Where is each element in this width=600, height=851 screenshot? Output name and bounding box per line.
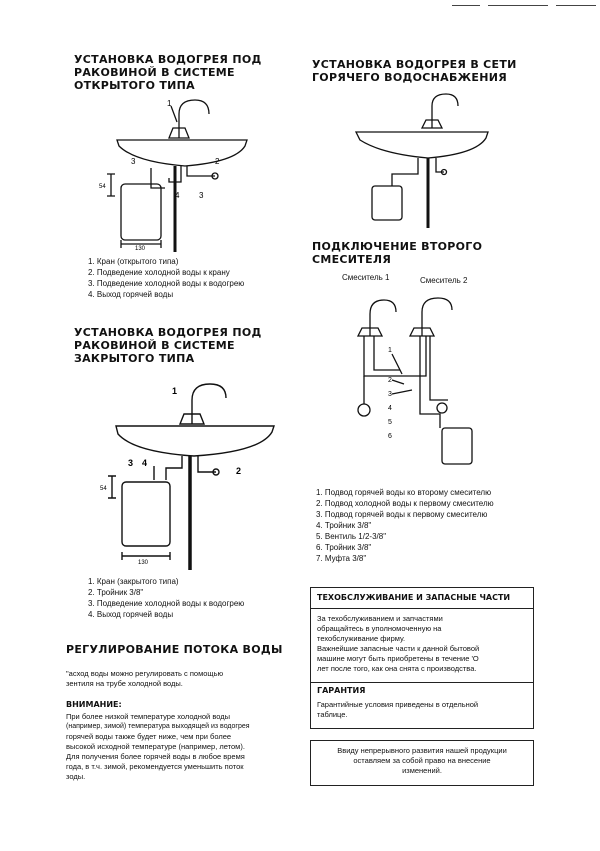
- callout-6: 6: [388, 433, 392, 440]
- diagram-network: [352, 88, 492, 228]
- dim-vertical: [108, 476, 116, 498]
- text-line: "асход воды можно регулировать с помощью: [66, 669, 224, 678]
- dim-horizontal: [122, 552, 170, 560]
- warranty-divider: [311, 682, 533, 683]
- list-item: 4. Выход горячей воды: [88, 290, 174, 299]
- title-line: ПОДКЛЮЧЕНИЕ ВТОРОГО: [312, 240, 483, 253]
- warranty-title: ГАРАНТИЯ: [317, 686, 366, 695]
- second-mixer-legend: [316, 487, 494, 564]
- callout-1: 1: [388, 347, 392, 354]
- dim-horizontal-label: 130: [135, 246, 146, 252]
- section-closed-title: [74, 326, 262, 365]
- water-heater: [121, 184, 161, 240]
- dim-vertical-label: 54: [99, 184, 106, 190]
- callout-4: 4: [388, 405, 392, 412]
- callout-3: 3: [388, 391, 392, 398]
- pipe: [392, 158, 418, 186]
- text-line: лет после того, как она снята с производства.: [317, 664, 477, 673]
- title-line: ГОРЯЧЕГО ВОДОСНАБЖЕНИЯ: [312, 71, 508, 84]
- list-item: 3. Подведение холодной воды к водогрею: [88, 279, 245, 288]
- service-box: [310, 587, 534, 729]
- title-line: УСТАНОВКА ВОДОГРЕЯ ПОД: [74, 53, 262, 66]
- scan-line-top-3: [556, 5, 596, 6]
- pipe: [430, 336, 448, 400]
- section-flow-title: РЕГУЛИРОВАНИЕ ПОТОКА ВОДЫ: [66, 643, 283, 656]
- text-line: горячей воды также будет ниже, чем при более: [66, 732, 232, 741]
- pipe: [166, 456, 182, 480]
- title-line: СМЕСИТЕЛЯ: [312, 253, 392, 266]
- list-item: 3. Подведение холодной воды к водогрею: [88, 599, 245, 608]
- faucet-spout: [192, 384, 226, 424]
- service-box-title: ТЕХОБСЛУЖИВАНИЕ И ЗАПАСНЫЕ ЧАСТИ: [311, 588, 533, 609]
- list-item: 6. Тройник 3/8": [316, 543, 372, 552]
- water-heater: [122, 482, 170, 546]
- attention-title: ВНИМАНИЕ:: [66, 700, 122, 709]
- list-item: 4. Тройник 3/8": [316, 521, 372, 530]
- leader: [171, 106, 177, 122]
- list-item: 4. Выход горячей воды: [88, 610, 174, 619]
- text-line: За техобслуживанием и запчастями: [317, 614, 443, 623]
- callout-1: 1: [172, 386, 178, 396]
- list-item: 1. Кран (открытого типа): [88, 257, 179, 266]
- callout-3: 3: [131, 157, 136, 166]
- list-item: 1. Кран (закрытого типа): [88, 577, 179, 586]
- notice-box: [310, 740, 534, 786]
- callout-2: 2: [388, 377, 392, 384]
- title-line: ОТКРЫТОГО ТИПА: [74, 79, 195, 92]
- text-line: (например, зимой) температура выходящей из водогрея: [66, 723, 250, 730]
- attention-text: [66, 712, 298, 782]
- callout-5: 5: [388, 419, 392, 426]
- mixer-2-label: Смеситель 2: [420, 276, 468, 285]
- text-line: Гарантийные условия приведены в отдельной: [317, 700, 479, 709]
- text-line: При более низкой температуре холодной воды: [66, 712, 230, 721]
- list-item: 3. Подвод горячей воды к первому смесителю: [316, 510, 488, 519]
- text-line: изменений.: [402, 766, 442, 775]
- closed-type-legend: [88, 576, 244, 620]
- text-line: оставляем за собой право на внесение: [353, 756, 491, 765]
- diagram-closed-type: [98, 380, 278, 570]
- callout-3b: 3: [199, 191, 204, 200]
- sink-basin: [116, 426, 274, 456]
- text-line: зентиля на трубе холодной воды.: [66, 679, 183, 688]
- dim-vertical-label: 54: [100, 486, 107, 492]
- dim-horizontal-label: 130: [138, 560, 149, 566]
- list-item: 1. Подвод горячей воды ко второму смесителю: [316, 488, 492, 497]
- callout-1: 1: [167, 99, 172, 108]
- text-line: обращайтесь в уполномоченную на: [317, 624, 442, 633]
- text-line: года, в т.ч. зимой, рекомендуется уменьшить поток: [66, 762, 244, 771]
- faucet-spout: [179, 100, 209, 138]
- flow-text: [66, 669, 294, 689]
- text-line: зоды.: [66, 772, 86, 781]
- pipe: [187, 166, 215, 176]
- callout-2: 2: [236, 466, 242, 476]
- callout-4: 4: [142, 458, 148, 468]
- section-open-title: [74, 53, 262, 92]
- diagram-second-mixer: [330, 290, 500, 470]
- title-line: УСТАНОВКА ВОДОГРЕЯ В СЕТИ: [312, 58, 517, 71]
- callout-2: 2: [215, 157, 220, 166]
- scan-line-top-2: [488, 5, 548, 6]
- service-text: [317, 614, 529, 674]
- mixer-1-label: Смеситель 1: [342, 273, 390, 282]
- text-line: Для получения более горячей воды в любое время: [66, 752, 245, 761]
- text-line: машине могут быть приобретены в течение 'О: [317, 654, 479, 663]
- list-item: 2. Тройник 3/8": [88, 588, 144, 597]
- notice-text: [315, 746, 529, 776]
- sink-basin: [356, 132, 488, 158]
- sink-basin: [117, 140, 247, 166]
- section-second-title: [312, 240, 482, 266]
- pipe: [151, 168, 165, 188]
- section-network-title: [312, 58, 517, 84]
- text-line: Важнейшие запасные части к данной бытовой: [317, 644, 480, 653]
- title-line: РАКОВИНОЙ В СИСТЕМЕ: [74, 66, 235, 79]
- list-item: 2. Подведение холодной воды к крану: [88, 268, 230, 277]
- callout-3: 3: [128, 458, 134, 468]
- text-line: высокой исходной температуре (например, летом).: [66, 742, 245, 751]
- callout-4: 4: [175, 191, 180, 200]
- dim-vertical: [107, 174, 115, 196]
- water-heater: [442, 428, 472, 464]
- faucet-spout: [432, 94, 458, 128]
- diagram-open-type: [95, 92, 255, 252]
- title-line: РАКОВИНОЙ В СИСТЕМЕ: [74, 339, 235, 352]
- list-item: 7. Муфта 3/8": [316, 554, 367, 563]
- title-line: ЗАКРЫТОГО ТИПА: [74, 352, 195, 365]
- text-line: Ввиду непрерывного развития нашей продукции: [337, 746, 507, 755]
- text-line: техобслуживание фирму.: [317, 634, 406, 643]
- water-heater: [372, 186, 402, 220]
- list-item: 5. Вентиль 1/2-3/8": [316, 532, 387, 541]
- valve-wheel: [358, 404, 370, 416]
- warranty-text: [317, 700, 529, 720]
- text-line: таблице.: [317, 710, 348, 719]
- mixer-2-spout: [422, 298, 452, 336]
- mixer-1-spout: [370, 300, 396, 336]
- title-line: УСТАНОВКА ВОДОГРЕЯ ПОД: [74, 326, 262, 339]
- open-type-legend: [88, 256, 244, 300]
- pipe: [374, 336, 400, 370]
- leaders: [392, 354, 412, 394]
- list-item: 2. Подвод холодной воды к первому смесителю: [316, 499, 494, 508]
- scan-line-top: [452, 5, 480, 6]
- valve-wheel-2: [437, 403, 447, 413]
